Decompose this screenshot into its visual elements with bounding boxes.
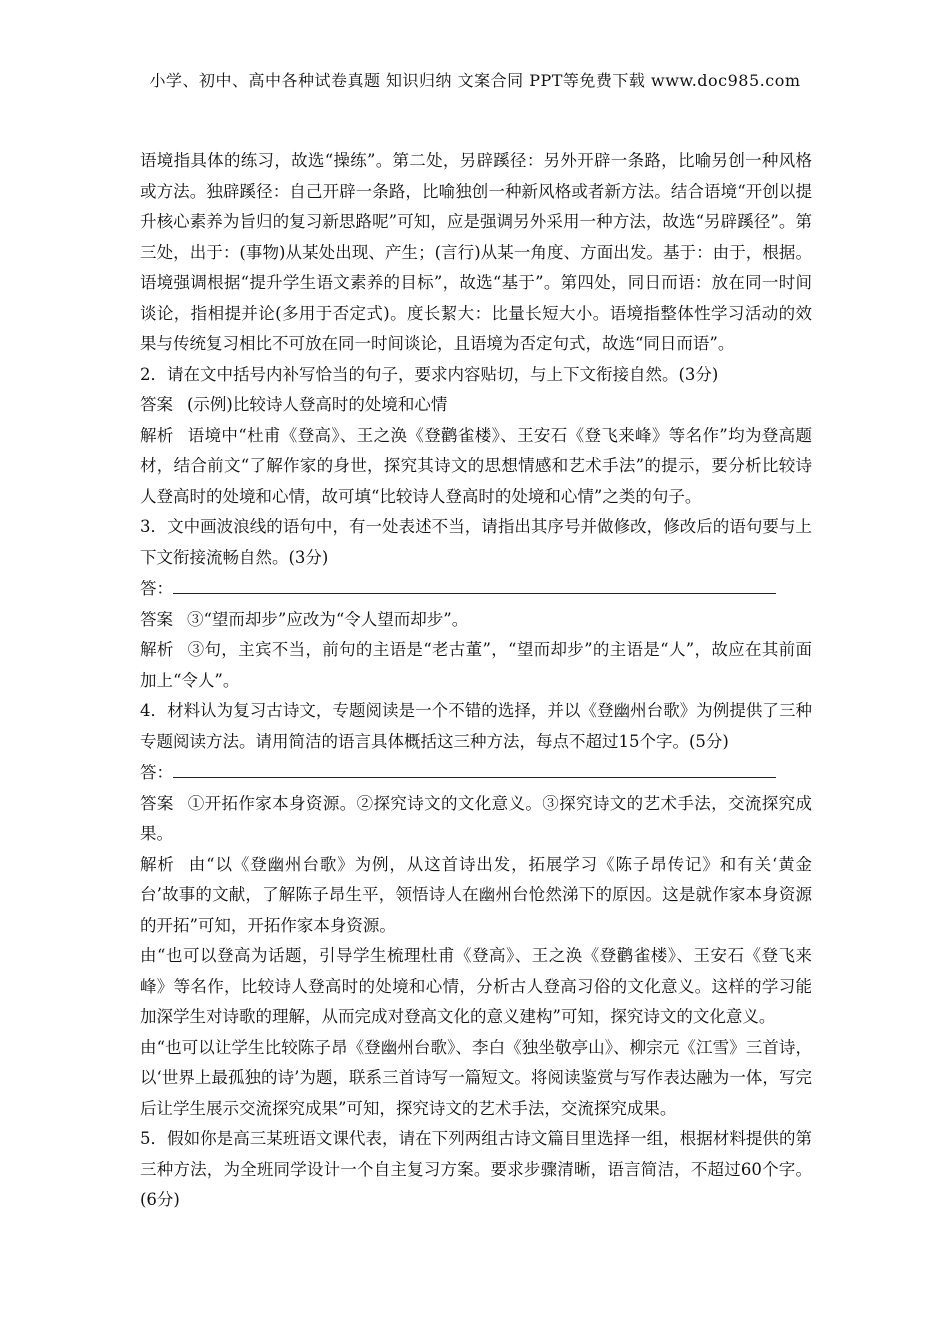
q4-analysis-part-2: 由“也可以登高为话题，引导学生梳理杜甫《登高》、王之涣《登鹳雀楼》、王安石《登飞来峰》等名作，比较诗人登高时的处境和心情，分析古人登高习俗的文化意义。这样的学习能加深学生对诗歌的理解，从而完成对登高文化的意义建构”可知，探究诗文的文化意义。 — [140, 946, 812, 1026]
answer-prompt: 答： — [140, 579, 173, 598]
q4-answer-line — [140, 757, 812, 789]
page-header: 小学、初中、高中各种试卷真题 知识归纳 文案合同 PPT等免费下载 www.doc985.com — [149, 71, 801, 90]
q4-analysis — [140, 850, 812, 942]
analysis-label: 解析 — [140, 425, 174, 445]
q2-answer — [140, 390, 812, 421]
analysis-label: 解析 — [140, 640, 174, 659]
document-body — [140, 146, 812, 1216]
answer-prompt: 答： — [140, 763, 173, 782]
analysis-label: 解析 — [140, 854, 175, 874]
q5-question: 5．假如你是高三某班语文课代表，请在下列两组古诗文篇目里选择一组，根据材料提供的第三种方法，为全班同学设计一个自主复习方案。要求步骤清晰，语言简洁，不超过60个字。(6分) — [140, 1129, 812, 1209]
analysis-text: 语境中“杜甫《登高》、王之涣《登鹳雀楼》、王安石《登飞来峰》等名作”均为登高题材，结合前文“了解作家的身世，探究其诗文的思想情感和艺术手法”的提示，要分析比较诗人登高时的处境和心情，故可填“比较诗人登高时的处境和心情”之类的句子。 — [140, 425, 813, 506]
q4-analysis-part-3: 由“也可以让学生比较陈子昂《登幽州台歌》、李白《独坐敬亭山》、柳宗元《江雪》三首诗，以‘世界上最孤独的诗’为题，联系三首诗写一篇短文。将阅读鉴赏与写作表达融为一体，写完后让学生展示交流探究成果”可知，探究诗文的艺术手法，交流探究成果。 — [140, 1037, 812, 1118]
q2-analysis — [140, 421, 812, 513]
q3-analysis — [140, 635, 812, 696]
q3-question: 3．文中画波浪线的语句中，有一处表述不当，请指出其序号并做修改，修改后的语句要与上下文衔接流畅自然。(3分) — [140, 517, 812, 567]
answer-blank-line[interactable] — [173, 573, 776, 594]
answer-label: 答案 — [140, 793, 174, 813]
answer-text: (示例)比较诗人登高时的处境和心情 — [187, 395, 448, 414]
q3-answer-line — [140, 573, 812, 605]
q4-answer — [140, 789, 812, 850]
analysis-text: ③句，主宾不当，前句的主语是“老古董”，“望而却步”的主语是“人”，故应在其前面加上“令人”。 — [140, 640, 812, 690]
q2-question: 2．请在文中括号内补写恰当的句子，要求内容贴切，与上下文衔接自然。(3分) — [140, 364, 719, 384]
answer-text: ③“望而却步”应改为“令人望而却步”。 — [187, 609, 469, 629]
q4-question: 4．材料认为复习古诗文，专题阅读是一个不错的选择，并以《登幽州台歌》为例提供了三种专题阅读方法。请用简洁的语言具体概括这三种方法，每点不超过15个字。(5分) — [140, 701, 812, 751]
answer-blank-line[interactable] — [173, 757, 776, 778]
q1-analysis-continued: 语境指具体的练习，故选“操练”。第二处，另辟蹊径：另外开辟一条路，比喻另创一种风格或方法。独辟蹊径：自己开辟一条路，比喻独创一种新风格或者新方法。结合语境“开创以提升核心素养为旨归的复习新思路呢”可知，应是强调另外采用一种方法，故选“另辟蹊径”。第三处，出于：(事物)从某处出现、产生；(言行)从某一角度、方面出发。基于：由于，根据。语境强调根据“提升学生语文素养的目标”，故选“基于”。第四处，同日而语：放在同一时间谈论，指相提并论(多用于否定式)。度长絜大：比量长短大小。语境指整体性学习活动的效果与传统复习相比不可放在同一时间谈论，且语境为否定句式，故选“同日而语”。 — [140, 151, 812, 353]
q3-answer — [140, 605, 812, 636]
answer-label: 答案 — [140, 609, 173, 629]
answer-text: ①开拓作家本身资源。②探究诗文的文化意义。③探究诗文的艺术手法，交流探究成果。 — [140, 793, 813, 843]
analysis-text: 由“以《登幽州台歌》为例，从这首诗出发，拓展学习《陈子昂传记》和有关‘黄金台’故事的文献，了解陈子昂生平，领悟诗人在幽州台怆然涕下的原因。这是就作家本身资源的开拓”可知，开拓作家本身资源。 — [140, 854, 812, 935]
answer-label: 答案 — [140, 395, 173, 414]
